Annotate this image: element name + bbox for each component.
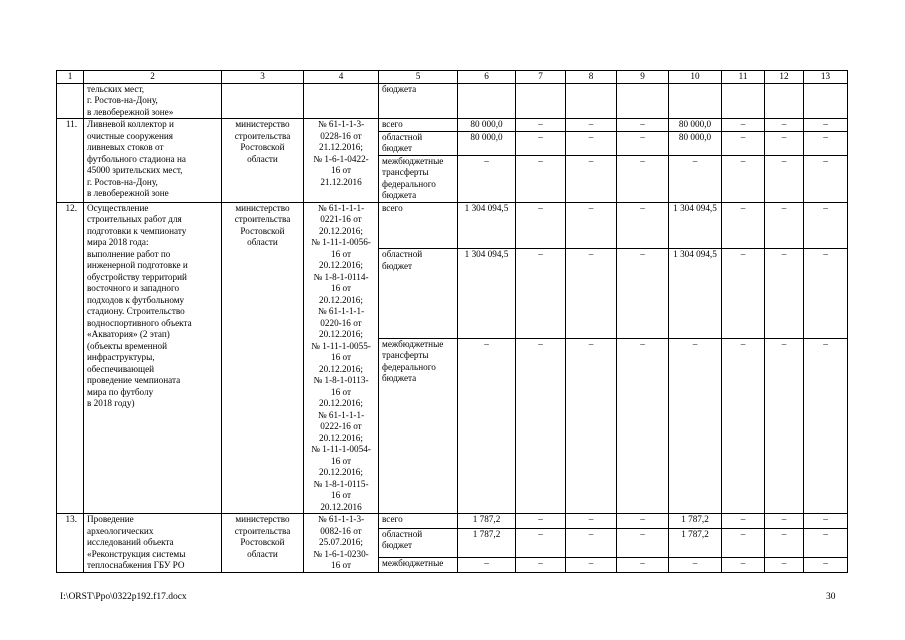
cell-value: – — [669, 557, 722, 572]
cell-value: – — [765, 131, 804, 155]
header-cell: 13 — [804, 71, 848, 84]
cell-value: – — [617, 119, 669, 132]
cell-value: – — [804, 528, 848, 557]
cell-docs: № 61-1-1-3- 0082-16 от 25.07.2016; № 1-6-1-0230- 16 от — [304, 514, 379, 573]
cell-value: – — [722, 338, 765, 513]
cell-no: 13. — [57, 514, 84, 573]
program-table — [56, 70, 848, 573]
cell-value: – — [669, 155, 722, 202]
cell-value: – — [804, 119, 848, 132]
cell-value: – — [566, 155, 617, 202]
cell-no: 12. — [57, 202, 84, 514]
cell-value: – — [617, 557, 669, 572]
header-cell: 7 — [516, 71, 566, 84]
cell-value: – — [617, 528, 669, 557]
cell-name: Ливневой коллектор и очистные сооружения ливневых стоков от футбольного стадиона на 45000 зрительских мест, г. Ростов-на-Дону, в левобережной зоне — [84, 119, 222, 203]
header-cell: 5 — [379, 71, 458, 84]
cell-value: – — [722, 131, 765, 155]
cell-value: – — [722, 155, 765, 202]
cell-value: 80 000,0 — [458, 119, 516, 132]
cell-value: – — [458, 155, 516, 202]
continuation-row — [57, 83, 848, 119]
header-cell: 8 — [566, 71, 617, 84]
cell-value: – — [722, 202, 765, 249]
cell-value: – — [566, 514, 617, 529]
cell-value: – — [617, 202, 669, 249]
cell-value: 1 787,2 — [458, 514, 516, 529]
cell-value: – — [566, 338, 617, 513]
cell-value: – — [765, 557, 804, 572]
cell-value: 1 787,2 — [458, 528, 516, 557]
cell-value: – — [566, 202, 617, 249]
table-header-row — [57, 71, 848, 84]
cell-value: – — [516, 338, 566, 513]
cell-org: министерство строительства Ростовской области — [222, 514, 304, 573]
cell-value: 1 787,2 — [669, 514, 722, 529]
cell-org: министерство строительства Ростовской области — [222, 202, 304, 514]
cell-value: – — [566, 131, 617, 155]
cell-org — [222, 83, 304, 119]
table-row — [57, 202, 848, 249]
cell-value: – — [765, 155, 804, 202]
cell-value: 80 000,0 — [669, 119, 722, 132]
cell-value: – — [804, 557, 848, 572]
cell-value: – — [617, 131, 669, 155]
cell-value: – — [804, 338, 848, 513]
cell-fin-source: областной бюджет — [379, 528, 458, 557]
table-row — [57, 514, 848, 529]
header-cell: 4 — [304, 71, 379, 84]
footer-file-path: I:\ORST\Ppo\0322p192.f17.docx — [60, 592, 187, 602]
footer-page-number: 30 — [826, 592, 836, 602]
cell-no — [57, 83, 84, 119]
cell-value: – — [566, 557, 617, 572]
cell-no: 11. — [57, 119, 84, 203]
cell-value — [516, 83, 566, 119]
cell-name: Осуществление строительных работ для подготовки к чемпионату мира 2018 года: выполнение работ по инженерной подготовке и обустройству территорий восточного и западного подходов к футбольному стадиону. Строительство водноспортивного объекта «Акватория» (2 этап) (объекты временной инфраструктуры, обеспечивающей проведение чемпионата мира по футболу в 2018 году) — [84, 202, 222, 514]
cell-value — [804, 83, 848, 119]
cell-value: – — [669, 338, 722, 513]
header-cell: 6 — [458, 71, 516, 84]
cell-value: – — [722, 557, 765, 572]
cell-fin-source: всего — [379, 514, 458, 529]
header-cell: 12 — [765, 71, 804, 84]
header-cell: 1 — [57, 71, 84, 84]
cell-fin-source: областной бюджет — [379, 249, 458, 339]
cell-value — [458, 83, 516, 119]
cell-value: – — [516, 557, 566, 572]
cell-value: – — [804, 131, 848, 155]
cell-value: – — [458, 557, 516, 572]
cell-value: – — [566, 249, 617, 339]
cell-value: – — [722, 528, 765, 557]
header-cell: 2 — [84, 71, 222, 84]
cell-value: – — [804, 202, 848, 249]
cell-value: – — [617, 155, 669, 202]
cell-value: 1 304 094,5 — [458, 249, 516, 339]
cell-fin-source: межбюджетные трансферты федерального бюджета — [379, 338, 458, 513]
cell-value: 1 304 094,5 — [669, 249, 722, 339]
header-cell: 10 — [669, 71, 722, 84]
cell-value: – — [516, 249, 566, 339]
cell-value — [669, 83, 722, 119]
cell-value: – — [765, 119, 804, 132]
cell-fin-source: всего — [379, 202, 458, 249]
cell-value — [722, 83, 765, 119]
cell-value: – — [765, 202, 804, 249]
cell-value: – — [722, 249, 765, 339]
cell-value: – — [516, 119, 566, 132]
cell-value: – — [804, 249, 848, 339]
cell-value: – — [617, 514, 669, 529]
cell-org: министерство строительства Ростовской области — [222, 119, 304, 203]
cell-value: – — [458, 338, 516, 513]
cell-fin-source: межбюджетные — [379, 557, 458, 572]
cell-name: Проведение археологических исследований объекта «Реконструкция системы теплоснабжения ГБУ РО — [84, 514, 222, 573]
cell-value: – — [566, 528, 617, 557]
cell-docs: № 61-1-1-3- 0228-16 от 21.12.2016; № 1-6-1-0422- 16 от 21.12.2016 — [304, 119, 379, 203]
cell-docs — [304, 83, 379, 119]
cell-value: – — [765, 528, 804, 557]
cell-value: 80 000,0 — [458, 131, 516, 155]
cell-value: – — [765, 338, 804, 513]
cell-value: – — [765, 514, 804, 529]
header-cell: 11 — [722, 71, 765, 84]
cell-value: – — [617, 338, 669, 513]
cell-value: 1 787,2 — [669, 528, 722, 557]
cell-value: – — [722, 119, 765, 132]
cell-value: 1 304 094,5 — [458, 202, 516, 249]
cell-name: тельских мест, г. Ростов-на-Дону, в левобережной зоне» — [84, 83, 222, 119]
cell-value: 80 000,0 — [669, 131, 722, 155]
cell-value — [566, 83, 617, 119]
cell-fin-source: бюджета — [379, 83, 458, 119]
table-row — [57, 119, 848, 132]
cell-value: – — [516, 528, 566, 557]
cell-value: – — [516, 155, 566, 202]
header-cell: 9 — [617, 71, 669, 84]
cell-value: – — [516, 131, 566, 155]
cell-value: – — [765, 249, 804, 339]
cell-value: – — [804, 514, 848, 529]
cell-fin-source: областной бюджет — [379, 131, 458, 155]
cell-value — [765, 83, 804, 119]
cell-docs: № 61-1-1-1- 0221-16 от 20.12.2016; № 1-11-1-0056- 16 от 20.12.2016; № 1-8-1-0114- 16 от 20.12.2016; № 61-1-1-1- 0220-16 от 20.12.2016; № 1-11-1-0055- 16 от 20.12.2016; № 1-8-1-0113- 16 от 20.12.2016; № 61-1-1-1- 0222-16 от 20.12.2016; № 1-11-1-0054- 16 от 20.12.2016; № 1-8-1-0115- 16 от 20.12.2016 — [304, 202, 379, 514]
cell-fin-source: всего — [379, 119, 458, 132]
cell-value: – — [617, 249, 669, 339]
cell-value: 1 304 094,5 — [669, 202, 722, 249]
cell-value: – — [516, 202, 566, 249]
cell-fin-source: межбюджетные трансферты федерального бюджета — [379, 155, 458, 202]
cell-value: – — [516, 514, 566, 529]
header-cell: 3 — [222, 71, 304, 84]
cell-value — [617, 83, 669, 119]
cell-value: – — [566, 119, 617, 132]
cell-value: – — [804, 155, 848, 202]
cell-value: – — [722, 514, 765, 529]
